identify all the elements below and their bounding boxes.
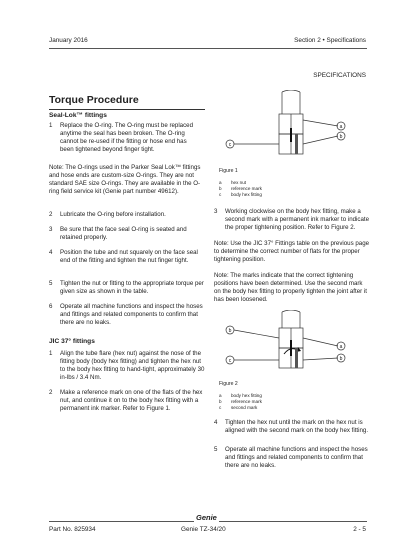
header-rule [49,48,367,49]
step-number: 6 [49,303,53,310]
step-number: 1 [49,350,53,357]
figure-1-callout: b [339,134,343,140]
seal-lok-step-4: Position the tube and nut squarely on the face seal end of the fitting and tighten the nut finger tight. [60,249,198,265]
figure-2-callout: c [228,358,232,364]
jic-step-1: Align the tube flare (hex nut) against the nose of the fitting body (body hex fitting) and tighten the hex nut to the body hex fitting to hand-tight, approximately 30 in-lbs / 3.4 Nm. [60,350,205,382]
figure-2-legend: a body hex fitting b reference mark c second mark [219,393,262,410]
seal-lok-step-1: Replace the O-ring. The O-ring must be replaced anytime the seal has been broken. The O-ring cannot be re-used if the fitting or hose end has been tightened beyond finger tight. [60,122,193,154]
footer-part-number: Part No. 825934 [49,526,96,533]
jic-step-3: Working clockwise on the body hex fitting, make a second mark with a permanent ink marker to indicate the proper tightening position. Refer to Figure 2. [225,208,370,232]
header-date: January 2016 [49,37,88,44]
header-specifications-label: SPECIFICATIONS [313,72,366,79]
footer-page-number: 2 - 5 [353,526,366,533]
figure-1-callout: a [339,124,343,130]
figure-2-illustration [210,310,370,384]
step-number: 2 [49,389,53,396]
figure-1-legend: a hex nut b reference mark c body hex fitting [219,180,262,197]
step-number: 3 [214,208,218,215]
seal-lok-step-3: Be sure that the face seal O-ring is seated and retained properly. [60,226,187,242]
seal-lok-heading: Seal-Lok™ fittings [49,112,107,119]
figure-2-caption: Figure 2 [219,381,238,387]
footer-model: Genie TZ-34/20 [181,526,226,533]
header-section: Section 2 • Specifications [294,37,366,44]
step-number: 4 [49,249,53,256]
seal-lok-step-2: Lubricate the O-ring before installation. [60,211,166,218]
seal-lok-note: Note: The O-rings used in the Parker Seal Lok™ fittings and hose ends are custom-size O-rings. They are not standard SAE size O-rings. They are available in the O-ring field service kit (Genie part number 49612). [49,164,201,196]
jic-note-1: Note: Use the JIC 37° Fittings table on the previous page to determine the correct number of flats for the proper tightening position. [214,240,370,264]
step-number: 3 [49,226,53,233]
figure-1-caption: Figure 1 [219,168,238,174]
jic-heading: JIC 37° fittings [49,338,95,345]
step-number: 1 [49,122,53,129]
title-rule [49,109,205,110]
figure-1-illustration [210,90,370,174]
genie-logo: Genie [196,513,217,522]
step-number: 5 [49,280,53,287]
figure-1-callout: c [228,142,232,148]
step-number: 4 [214,419,218,426]
figure-2-callout: a [339,344,343,350]
jic-step-2: Make a reference mark on one of the flats of the hex nut, and continue it on to the body hex fitting with a permanent ink marker. Refer to Figure 1. [60,389,203,413]
figure-2-callout: b [228,328,232,334]
page-title: Torque Procedure [49,94,139,106]
seal-lok-step-5: Tighten the nut or fitting to the appropriate torque per given size as shown in the table. [60,280,204,296]
jic-note-2: Note: The marks indicate that the correct tightening positions have been determined. Use the second mark on the body hex fitting to properly tighten the joint after it has been loosened. [214,272,367,304]
step-number: 2 [49,211,53,218]
figure-2-callout: b [339,356,343,362]
jic-step-5: Operate all machine functions and inspect the hoses and fittings and related components to confirm that there are no leaks. [225,446,368,470]
step-number: 5 [214,446,218,453]
seal-lok-step-6: Operate all machine functions and inspect the hoses and fittings and related components to confirm that there are no leaks. [60,303,203,327]
jic-step-4: Tighten the hex nut until the mark on the hex nut is aligned with the second mark on the body hex fitting. [225,419,369,435]
